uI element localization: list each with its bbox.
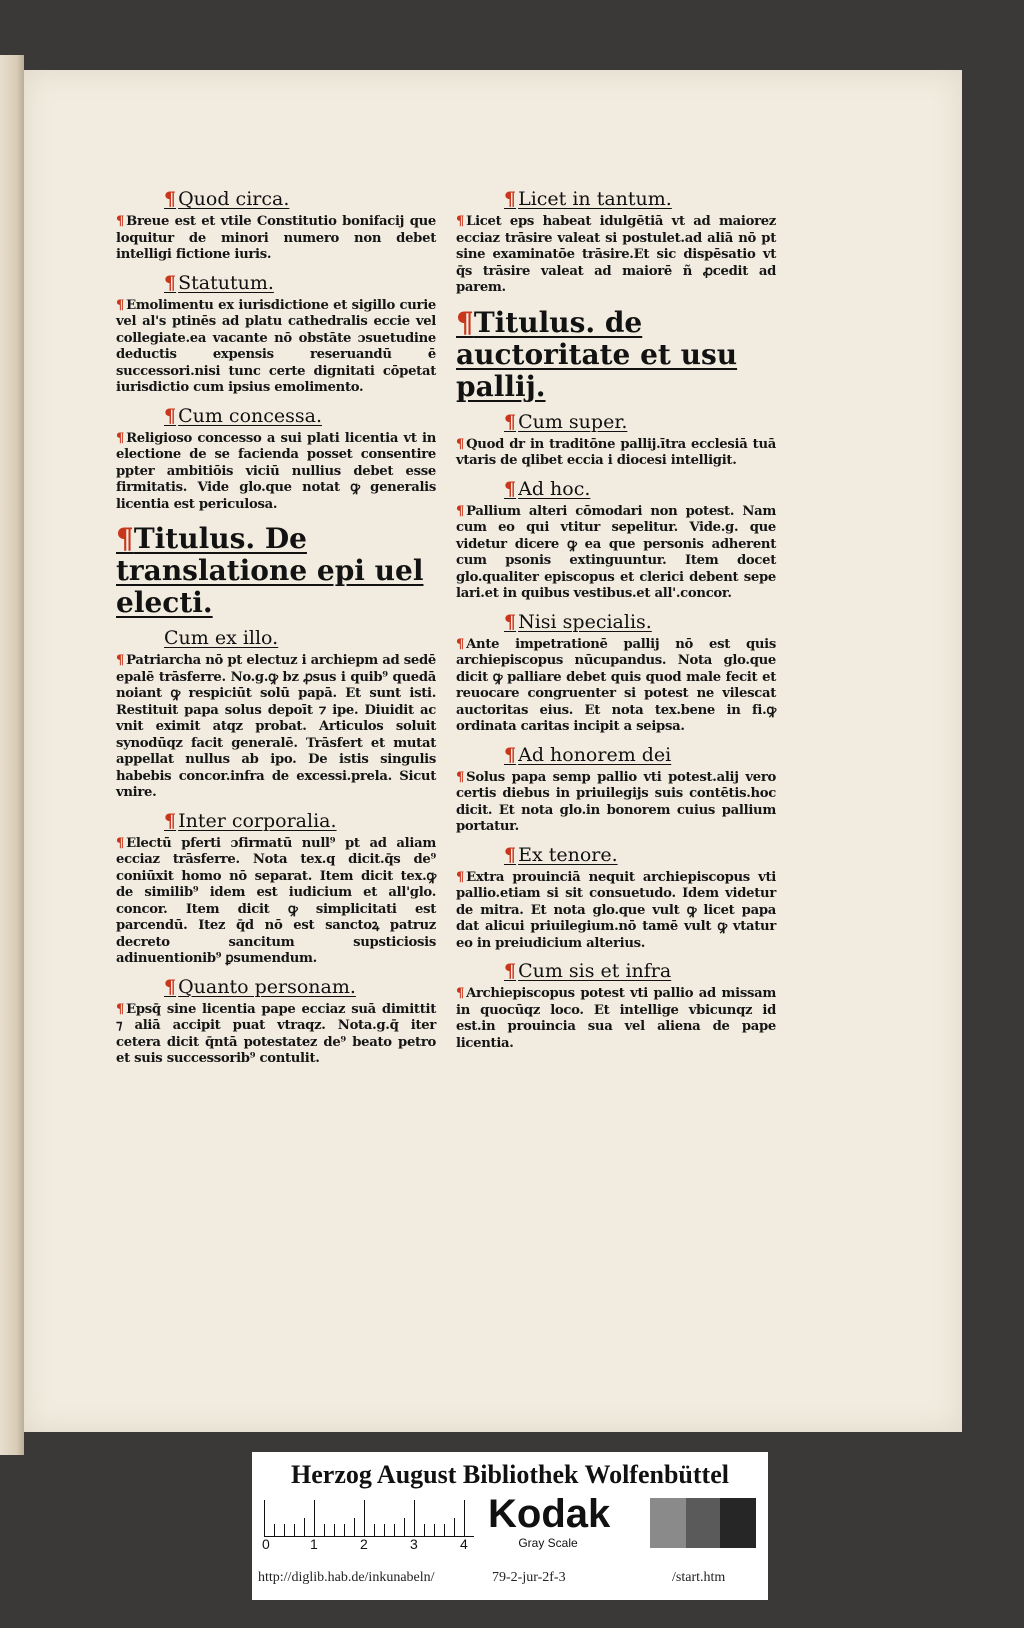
section-title [116,523,436,619]
gray-scale-patches [650,1498,756,1548]
ruler-number: 2 [360,1536,368,1552]
pilcrow-icon: ¶ [456,769,465,785]
pilcrow-icon: ¶ [116,1001,125,1017]
rubric-text: Ad honorem dei [518,743,672,766]
start-link: /start.htm [672,1570,726,1585]
gloss-paragraph [116,836,436,968]
rubric-text: Ex tenore. [518,843,618,866]
left-column [116,182,436,1076]
ruler-tick [274,1524,275,1536]
pilcrow-icon: ¶ [504,743,517,766]
gloss-paragraph [456,870,776,953]
ruler-tick [384,1524,385,1536]
pilcrow-icon: ¶ [504,188,517,210]
gloss-paragraph [456,437,776,470]
pilcrow-icon: ¶ [164,809,177,832]
gloss-paragraph [456,637,776,736]
rubric-heading [116,405,436,427]
gloss-paragraph [116,1002,436,1068]
library-name: Herzog August Bibliothek Wolfenbüttel [291,1460,729,1489]
kodak-wordmark: Kodak [488,1492,611,1536]
rubric-heading [116,810,436,832]
paragraph-text: Patriarcha nō pt electuz i archiepm ad sedē epalē trāsferre. No.g.ꝙ bz ꝓsus i quib⁹ quedā noiant ꝙ respiciūt solū papā. Et sunt isti. Restituit papa solus depoīt ⁊ ipe. Diuidit ac vnit eximit atqz probat. Articulos soluit synodūqz facit generalē. Trāsfert et mutat appellat nullus ab ipo. De istis singulis habebis concor.infra de excessi.prela. Sicut vnire. [116,653,436,800]
rubric-text: Inter corporalia. [178,809,337,832]
pilcrow-icon: ¶ [504,610,517,633]
pilcrow-icon: ¶ [116,522,134,555]
rubric-text: Ad hoc. [518,477,591,500]
kodak-logo [488,1492,611,1556]
section-title [456,307,776,403]
pilcrow-icon: ¶ [456,636,465,652]
right-column [456,182,776,1060]
pilcrow-icon: ¶ [164,271,177,294]
gloss-paragraph [116,653,436,802]
paragraph-text: Ante impetrationē pallij nō est quis archiepiscopus nūcupandus. Nota glo.que dicit ꝙ palliare debet quis quod male fecit et reuocare congruenter si potest ne vilescat auctoritas eius. Et nota tex.bene in fi.ꝙ ordinata caritas incipit a seipsa. [456,636,776,734]
pilcrow-icon: ¶ [116,430,125,446]
rubric-heading [456,188,776,210]
gloss-paragraph [116,214,436,264]
ruler-tick [264,1500,265,1536]
rubric-heading [456,960,776,982]
ruler-tick [344,1524,345,1536]
pilcrow-icon: ¶ [116,653,125,668]
rubric-text: Quanto personam. [178,975,356,998]
ruler-tick [454,1518,455,1536]
ruler-tick [394,1524,395,1536]
paragraph-text: Quod dr in traditōne pallij.ītra ecclesiā tuā vtaris de qlibet eccia i diocesi intelligit. [456,436,776,468]
gloss-paragraph [456,214,776,297]
ruler-labels [264,1536,474,1554]
pilcrow-icon: ¶ [456,869,465,885]
ruler-tick [324,1524,325,1536]
paragraph-text: Solus papa semp pallio vti potest.alij vero certis diebus in priuilegijs suis contētis.hoc dicit. Et nota glo.in bonorem cuius pallium portatur. [456,769,776,834]
scale-ruler [264,1500,474,1537]
ruler-number: 3 [410,1536,418,1552]
ruler-number: 4 [460,1536,468,1552]
pilcrow-icon: ¶ [456,305,474,339]
paragraph-text: Emolimentu ex iurisdictione et sigillo curie vel al's ptinēs ad platu cathedralis eccie vel collegiate.ea vacante nō obstāte ɔsuetudine deductis expensis reseruandū ē successori.nisi tunc certe dignitati cōpetat iurisdictio cum ipsius emolimento. [116,297,436,395]
ruler-tick [464,1500,465,1536]
pilcrow-icon: ¶ [116,297,125,313]
pilcrow-icon: ¶ [116,835,125,851]
paragraph-text: Electū pferti ɔfirmatū null⁹ pt ad aliam ecciaz trāsferre. Nota tex.q dicit.q̄s de⁹ coniūxit homo nō separat. Item dicit tex.ꝙ de similib⁹ idem est iudicium et all'glo. concor. Item dicit ꝙ simplicitati est parcendū. Itez q̄d nō est sanctoꝝ patruz decreto sancitum supsticiosis adinuentionib⁹ ꝑsumendum. [116,835,436,966]
ruler-tick [314,1500,315,1536]
rubric-text: Quod circa. [178,188,290,210]
rubric-heading [116,627,436,649]
section-title-text: Titulus. De translatione epi uel electi. [116,522,424,619]
gloss-paragraph [116,298,436,397]
rubric-text: Cum sis et infra [518,960,672,982]
paragraph-text: Extra prouinciā nequit archiepiscopus vti pallio.etiam si sit consuetudo. Idem videtur de mitra. Et nota glo.que vult ꝙ licet papa dat alicui priuilegium.nō tamē vult ꝙ vtatur eo in preiudicium alterius. [456,869,776,951]
paragraph-text: Archiepiscopus potest vti pallio ad missam in quocūqz loco. Et intellige vbicunqz id est.in prouincia sua vel aliena de pape licentia. [456,986,776,1051]
gray-patch [686,1498,720,1548]
rubric-heading [116,976,436,998]
pilcrow-icon: ¶ [456,214,465,229]
ruler-tick [424,1524,425,1536]
ruler-tick [414,1500,415,1536]
pilcrow-icon: ¶ [116,214,125,229]
pilcrow-icon: ¶ [504,410,517,433]
gray-patch [720,1498,756,1548]
pilcrow-icon: ¶ [504,960,517,982]
pilcrow-icon: ¶ [504,477,517,500]
pilcrow-icon: ¶ [164,975,177,998]
rubric-heading [456,611,776,633]
rubric-heading [116,272,436,294]
rubric-text: Nisi specialis. [518,610,652,633]
paragraph-text: Licet eps habeat idulgētiā vt ad maiorez ecciaz trāsire valeat si postulet.ad aliā nō pt sine examinatōe trāsire.Et sic dispēsatio vt q̄s trāsire valeat ad maiorē ñ ꝓcedit ad parem. [456,214,776,295]
gloss-paragraph [456,770,776,836]
paragraph-text: Breue est et vtile Constitutio bonifacij que loquitur de minori numero non debet intelligi fictione iuris. [116,214,436,262]
rubric-text: Cum ex illo. [164,627,279,649]
gray-scale-label: Gray Scale [518,1536,578,1550]
ruler-tick [304,1518,305,1536]
ruler-tick [364,1500,365,1536]
ruler-number: 1 [310,1536,318,1552]
paragraph-text: Epsq̄ sine licentia pape ecciaz suā dimittit ⁊ aliā accipit puat vtraqz. Nota.g.q̄ iter cetera dicit q̄ntā potestatez de⁹ beato petro et suis successorib⁹ contulit. [116,1001,436,1066]
rubric-text: Licet in tantum. [518,188,672,210]
ruler-tick [444,1524,445,1536]
strip-footer [252,1564,768,1592]
rubric-text: Statutum. [178,271,274,294]
rubric-heading [456,744,776,766]
manuscript-page [24,70,962,1432]
section-title-text: Titulus. de auctoritate et usu pallij. [456,305,738,403]
ruler-tick [284,1524,285,1536]
ruler-number: 0 [262,1536,270,1552]
source-url: http://diglib.hab.de/inkunabeln/ [258,1570,435,1585]
ruler-tick [294,1524,295,1536]
rubric-text: Cum super. [518,410,628,433]
pilcrow-icon: ¶ [504,843,517,866]
ruler-tick [374,1524,375,1536]
gray-patch [650,1498,686,1548]
paragraph-text: Religioso concesso a sui plati licentia vt in electione de se facienda posset consentire ppter ambitiōis viciū nullius debet esse firmitatis. Vide glo.que notat ꝙ generalis licentia est periculosa. [116,430,436,512]
rubric-text: Cum concessa. [178,404,322,427]
ruler-tick [434,1524,435,1536]
ruler-tick [404,1518,405,1536]
ruler-tick [334,1524,335,1536]
pilcrow-icon: ¶ [456,503,465,519]
gloss-paragraph [456,986,776,1052]
shelfmark: 79-2-jur-2f-3 [492,1570,566,1585]
pilcrow-icon: ¶ [456,436,465,452]
rubric-heading [456,411,776,433]
gloss-paragraph [116,431,436,514]
ruler-tick [354,1518,355,1536]
gloss-paragraph [456,504,776,603]
rubric-heading [116,188,436,210]
rubric-heading [456,844,776,866]
paragraph-text: Pallium alteri cōmodari non potest. Nam cum eo qui vtitur sepelitur. Vide.g. que videtur dicere ꝙ ea que personis adherent cum psonis extinguuntur. Item docet glo.qualiter episcopus et clerici debent sepe lari.et in quibus vestibus.et all'.concor. [456,503,776,601]
scan-reference-strip [252,1452,768,1600]
pilcrow-icon: ¶ [456,986,465,1001]
pilcrow-icon: ¶ [164,188,177,210]
rubric-heading [456,478,776,500]
pilcrow-icon: ¶ [164,404,177,427]
left-page-edge [0,55,24,1455]
